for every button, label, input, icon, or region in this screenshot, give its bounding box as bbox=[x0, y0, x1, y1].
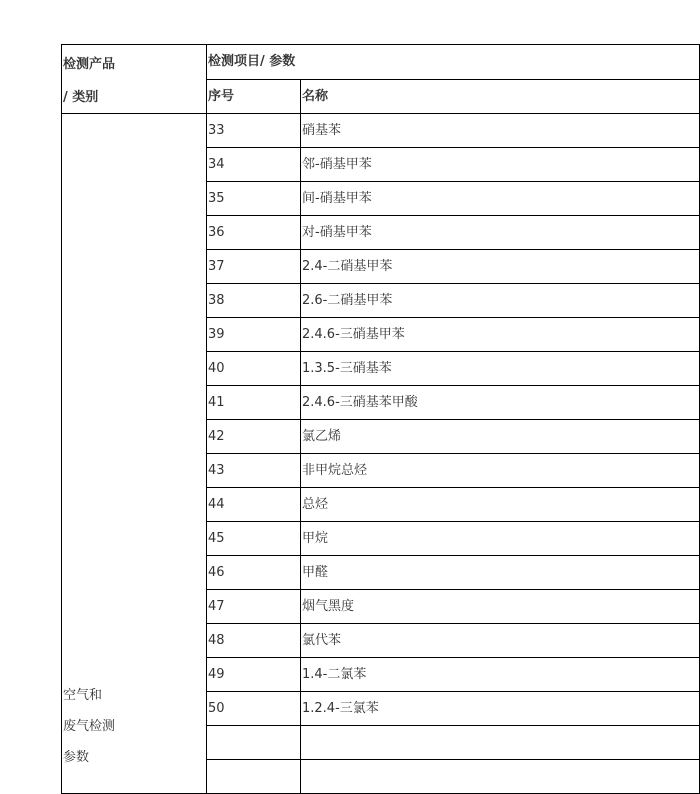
name-cell: 硝基苯 bbox=[301, 114, 700, 148]
seq-cell: 41 bbox=[207, 386, 301, 420]
name-cell: 1.3.5-三硝基苯 bbox=[301, 352, 700, 386]
name-column-header: 名称 bbox=[301, 80, 700, 114]
seq-cell: 35 bbox=[207, 182, 301, 216]
name-cell: 1.4-二氯苯 bbox=[301, 658, 700, 692]
seq-cell: 44 bbox=[207, 488, 301, 522]
name-cell: 总烃 bbox=[301, 488, 700, 522]
seq-cell: 50 bbox=[207, 692, 301, 726]
seq-cell: 40 bbox=[207, 352, 301, 386]
seq-cell: 37 bbox=[207, 250, 301, 284]
detection-parameters-table bbox=[61, 44, 700, 794]
seq-cell: 33 bbox=[207, 114, 301, 148]
category-label-line: 空气和 bbox=[63, 688, 103, 703]
name-cell: 2.4.6-三硝基甲苯 bbox=[301, 318, 700, 352]
items-parameters-header: 检测项目/ 参数 bbox=[207, 45, 700, 80]
table-row bbox=[62, 114, 700, 148]
category-label-line: 参数 bbox=[63, 750, 90, 765]
seq-cell: 48 bbox=[207, 624, 301, 658]
name-cell: 2.4.6-三硝基苯甲酸 bbox=[301, 386, 700, 420]
name-cell: 氯代苯 bbox=[301, 624, 700, 658]
seq-cell: 43 bbox=[207, 454, 301, 488]
category-cell bbox=[62, 114, 207, 794]
seq-cell: 34 bbox=[207, 148, 301, 182]
seq-cell: 38 bbox=[207, 284, 301, 318]
seq-cell: 47 bbox=[207, 590, 301, 624]
name-cell: 甲醛 bbox=[301, 556, 700, 590]
category-label-line: 废气检测 bbox=[63, 719, 116, 734]
name-cell: 2.4-二硝基甲苯 bbox=[301, 250, 700, 284]
product-header-line-1: 检测产品 bbox=[63, 57, 116, 72]
seq-cell bbox=[207, 760, 301, 794]
seq-cell: 39 bbox=[207, 318, 301, 352]
name-cell: 烟气黑度 bbox=[301, 590, 700, 624]
table-header-row bbox=[62, 45, 700, 80]
seq-cell bbox=[207, 726, 301, 760]
seq-cell: 49 bbox=[207, 658, 301, 692]
name-cell: 2.6-二硝基甲苯 bbox=[301, 284, 700, 318]
name-cell bbox=[301, 726, 700, 760]
product-category-header bbox=[62, 45, 207, 114]
name-cell: 氯乙烯 bbox=[301, 420, 700, 454]
product-header-line-2: / 类别 bbox=[63, 90, 99, 105]
name-cell: 邻-硝基甲苯 bbox=[301, 148, 700, 182]
name-cell: 甲烷 bbox=[301, 522, 700, 556]
name-cell bbox=[301, 760, 700, 794]
seq-cell: 36 bbox=[207, 216, 301, 250]
name-cell: 间-硝基甲苯 bbox=[301, 182, 700, 216]
seq-cell: 45 bbox=[207, 522, 301, 556]
content-area bbox=[61, 44, 700, 794]
name-cell: 1.2.4-三氯苯 bbox=[301, 692, 700, 726]
name-cell: 对-硝基甲苯 bbox=[301, 216, 700, 250]
seq-column-header: 序号 bbox=[207, 80, 301, 114]
seq-cell: 42 bbox=[207, 420, 301, 454]
name-cell: 非甲烷总烃 bbox=[301, 454, 700, 488]
seq-cell: 46 bbox=[207, 556, 301, 590]
